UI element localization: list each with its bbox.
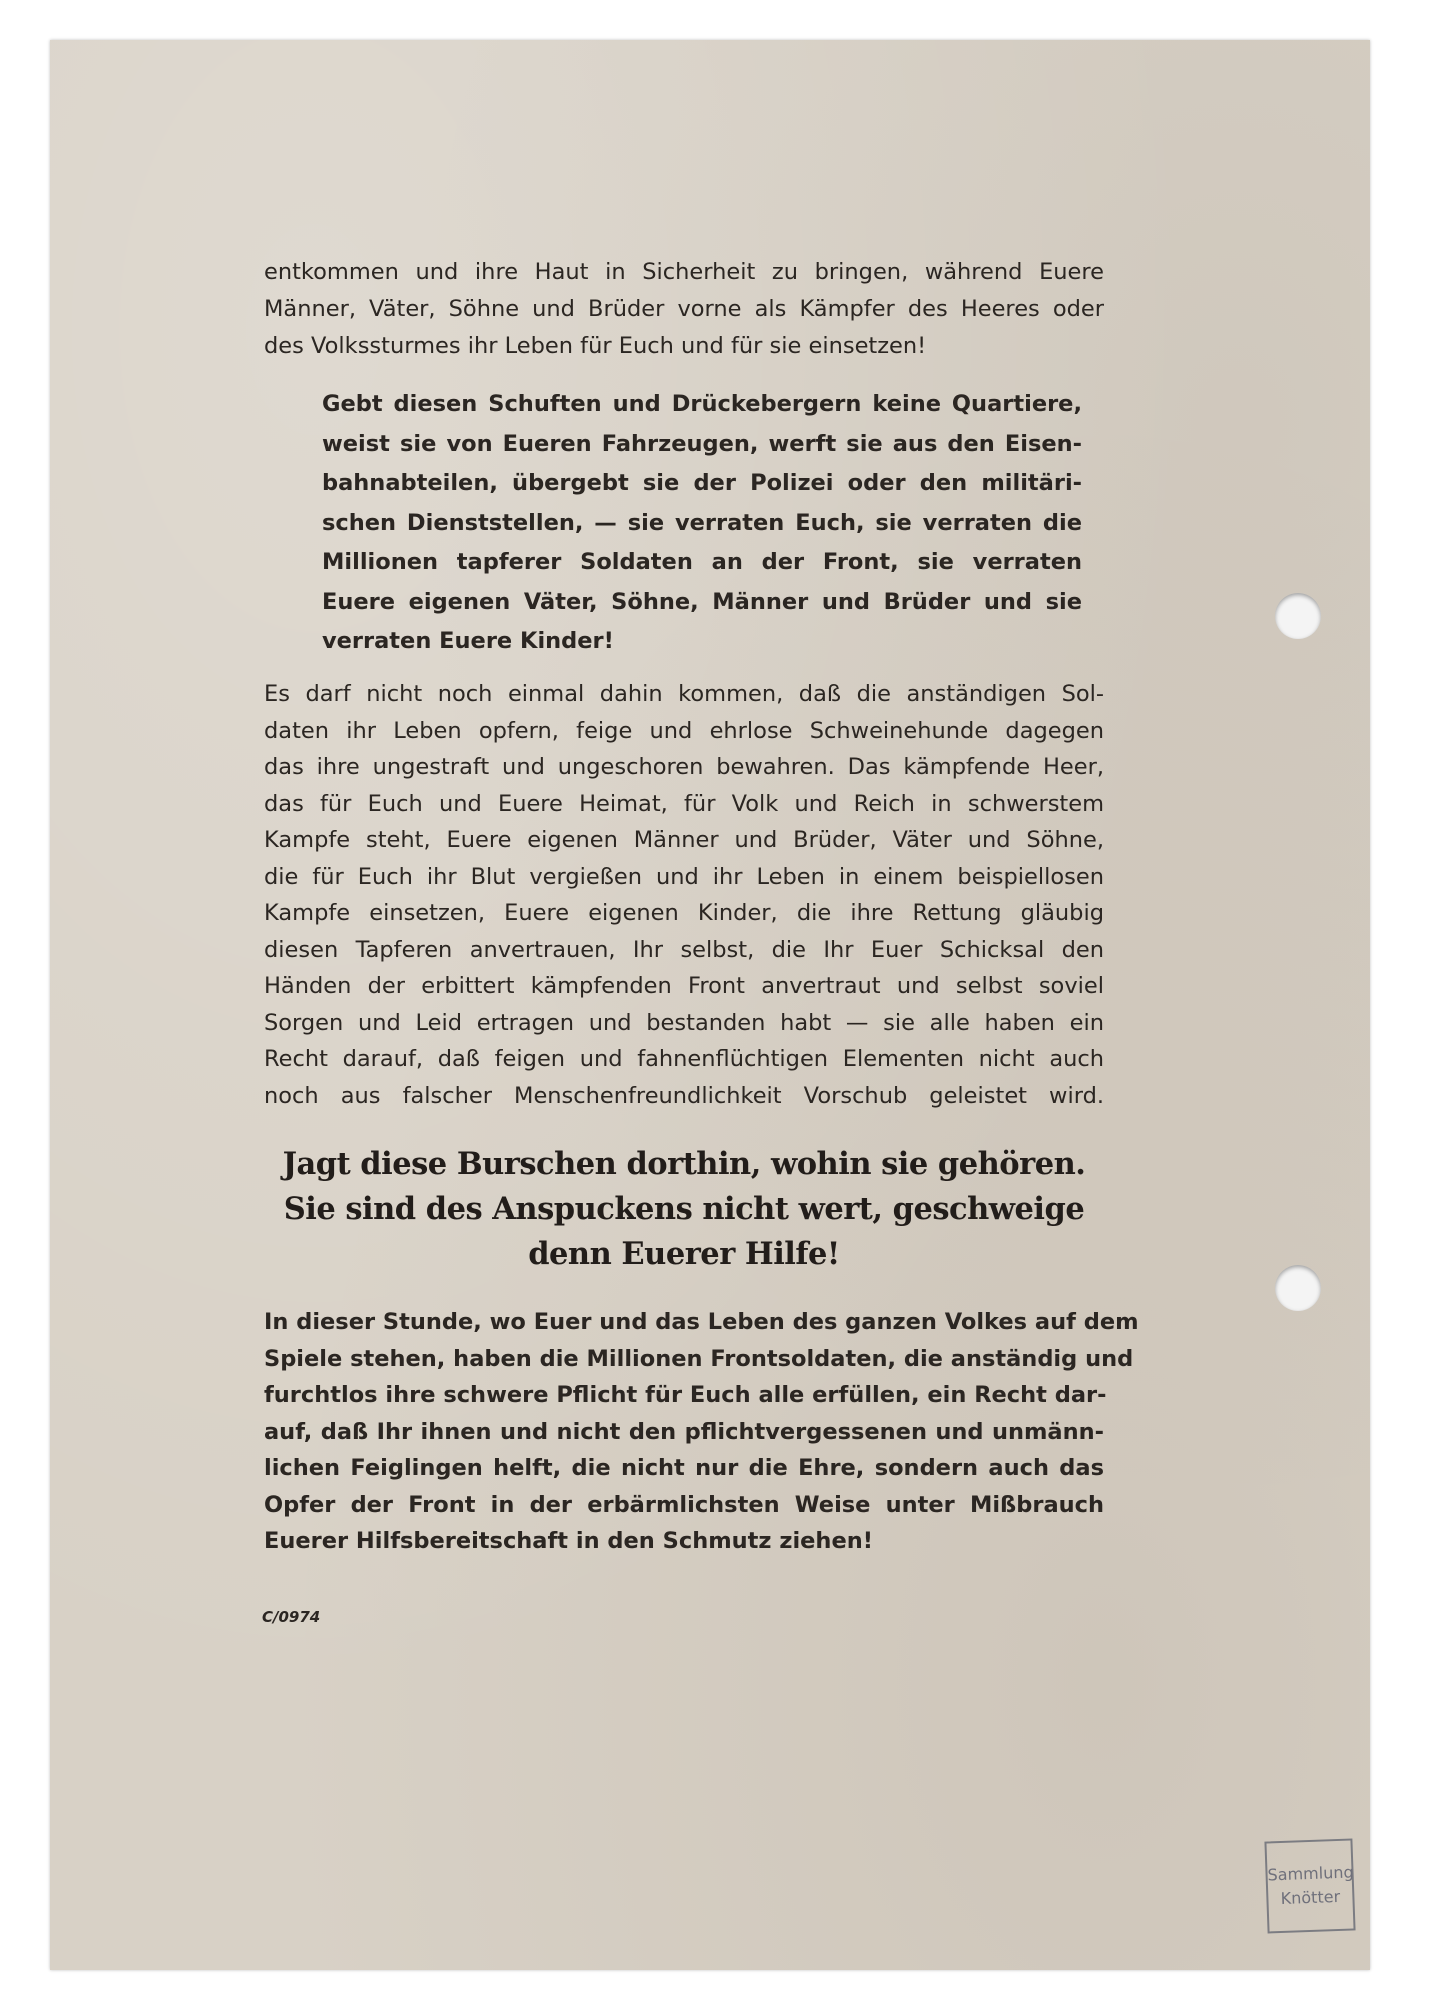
paragraph-intro <box>264 254 1104 365</box>
text-line: Es darf nicht noch einmal dahin kommen, daß die anständigen Sol- <box>264 681 1104 707</box>
punch-hole-upper <box>1275 593 1321 639</box>
text-line: In dieser Stunde, wo Euer und das Leben des ganzen Volkes auf dem <box>264 1309 1139 1335</box>
text-line: verraten Euere Kinder! <box>322 628 614 654</box>
text-line: Euerer Hilfsbereitschaft in den Schmutz ziehen! <box>264 1528 873 1554</box>
slogan-line: denn Euerer Hilfe! <box>528 1236 840 1272</box>
paragraph-main <box>264 676 1104 1114</box>
text-line: Spiele stehen, haben die Millionen Frontsoldaten, die anständig und <box>264 1345 1134 1372</box>
text-line: lichen Feiglingen helft, die nicht nur die Ehre, sondern auch das <box>264 1455 1104 1481</box>
punch-hole-lower <box>1275 1265 1321 1311</box>
paragraph-closing <box>264 1304 1139 1560</box>
text-line: des Volkssturmes ihr Leben für Euch und für sie einsetzen! <box>264 333 927 359</box>
text-line: Millionen tapferer Soldaten an der Front, sie verraten <box>322 549 1082 575</box>
text-line: das für Euch und Euere Heimat, für Volk und Reich in schwerstem <box>264 790 1104 817</box>
text-line: Opfer der Front in der erbärmlichsten Weise unter Mißbrauch <box>264 1491 1104 1518</box>
slogan-heading <box>264 1142 1104 1277</box>
text-line: bahnabteilen, übergebt sie der Polizei oder den militäri- <box>322 470 1082 496</box>
text-line: das ihre ungestraft und ungeschoren bewahren. Das kämpfende Heer, <box>264 754 1104 780</box>
text-line: weist sie von Eueren Fahrzeugen, werft sie aus den Eisen- <box>322 430 1082 457</box>
stamp-line: Knötter <box>1280 1886 1341 1909</box>
text-line: Recht darauf, daß feigen und fahnenflüchtigen Elementen nicht auch <box>264 1046 1104 1072</box>
text-line: Kampfe steht, Euere eigenen Männer und Brüder, Väter und Söhne, <box>264 827 1104 853</box>
slogan-line: Jagt diese Burschen dorthin, wohin sie gehören. <box>282 1146 1086 1182</box>
text-line: Euere eigenen Väter, Söhne, Männer und Brüder und sie <box>322 588 1082 615</box>
text-line: Männer, Väter, Söhne und Brüder vorne als Kämpfer des Heeres oder <box>264 296 1104 322</box>
text-line: daten ihr Leben opfern, feige und ehrlose Schweinehunde dagegen <box>264 717 1104 744</box>
paragraph-bold-appeal <box>322 385 1082 662</box>
text-line: Kampfe einsetzen, Euere eigenen Kinder, die ihre Rettung gläubig <box>264 900 1104 926</box>
text-line: entkommen und ihre Haut in Sicherheit zu bringen, während Euere <box>264 259 1104 285</box>
text-line: noch aus falscher Menschenfreundlichkeit Vorschub geleistet wird. <box>264 1082 1104 1109</box>
text-line: die für Euch ihr Blut vergießen und ihr Leben in einem beispiellosen <box>264 863 1104 890</box>
text-line: auf, daß Ihr ihnen und nicht den pflichtvergessenen und unmänn- <box>264 1418 1104 1445</box>
text-line: Händen der erbittert kämpfenden Front anvertraut und selbst soviel <box>264 973 1104 999</box>
text-line: Gebt diesen Schuften und Drückebergern keine Quartiere, <box>322 391 1082 417</box>
text-line: furchtlos ihre schwere Pflicht für Euch alle erfüllen, ein Recht dar- <box>264 1382 1107 1408</box>
text-line: schen Dienststellen, — sie verraten Euch, sie verraten die <box>322 509 1082 536</box>
text-line: Sorgen und Leid ertragen und bestanden habt — sie alle haben ein <box>264 1009 1104 1036</box>
stamp-line: Sammlung <box>1267 1862 1354 1885</box>
slogan-line: Sie sind des Anspuckens nicht wert, geschweige <box>283 1191 1085 1227</box>
collection-stamp <box>1264 1838 1355 1933</box>
text-line: diesen Tapferen anvertrauen, Ihr selbst, die Ihr Euer Schicksal den <box>264 936 1104 963</box>
print-code: C/0974 <box>262 1608 321 1626</box>
